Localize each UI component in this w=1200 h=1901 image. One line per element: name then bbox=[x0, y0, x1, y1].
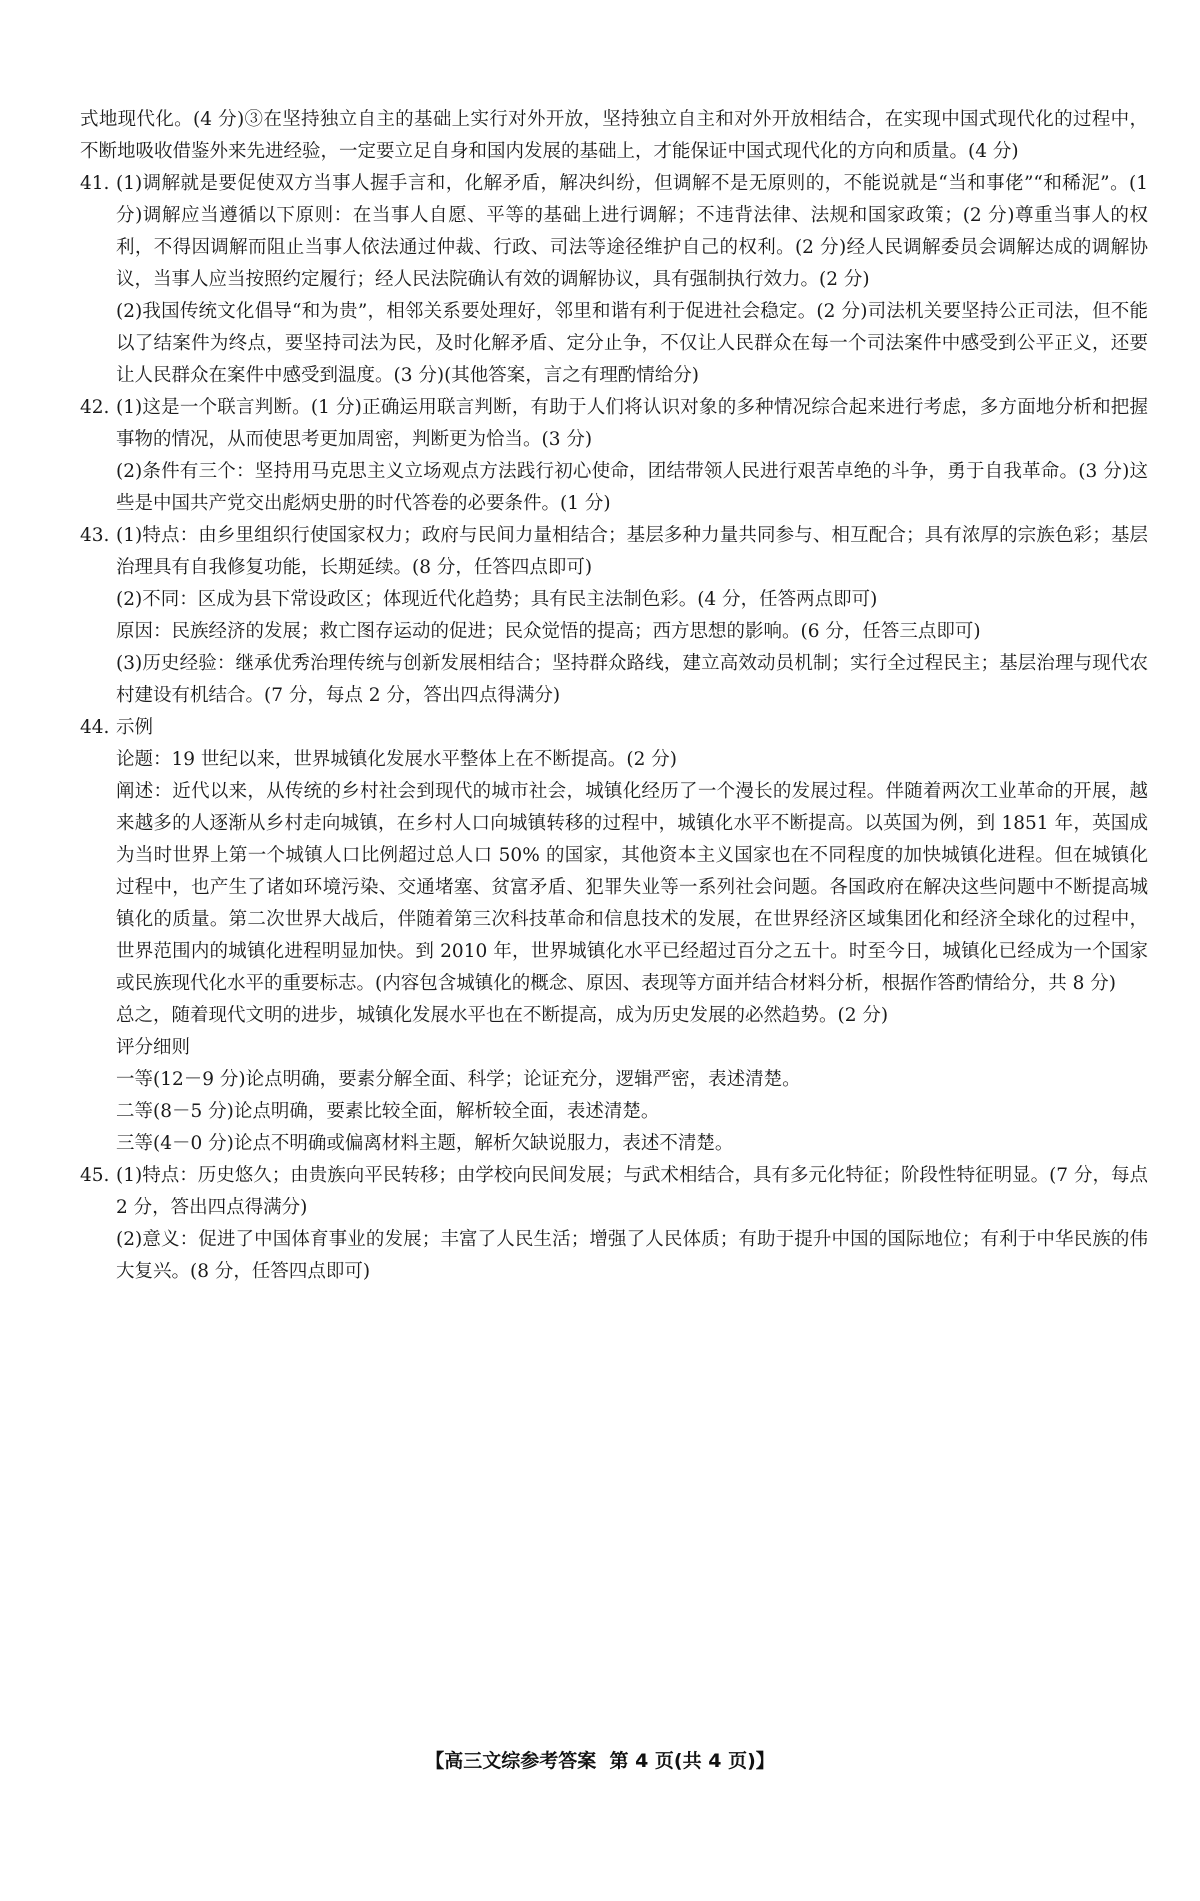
paragraph-text: 论题：19 世纪以来，世界城镇化发展水平整体上在不断提高。(2 分) bbox=[116, 749, 678, 770]
paragraph-p0 bbox=[80, 104, 1148, 168]
paragraph-text: (1)这是一个联言判断。(1 分)正确运用联言判断，有助于人们将认识对象的多种情况综合起来进行考虑，多方面地分析和把握事物的情况，从而使思考更加周密，判断更为恰当。(3 分) bbox=[116, 397, 1148, 450]
question-41-part-2 bbox=[80, 296, 1148, 392]
question-42-part-2 bbox=[80, 456, 1148, 520]
scoring-rule-level-3 bbox=[80, 1128, 1148, 1160]
paragraph-text: 评分细则 bbox=[116, 1037, 191, 1058]
paragraph-text: (2)我国传统文化倡导“和为贵”，相邻关系要处理好，邻里和谐有利于促进社会稳定。(2 分)司法机关要坚持公正司法，但不能以了结案件为终点，要坚持司法为民，及时化解矛盾、定分止争，不仅让人民群众在每一个司法案件中感受到公平正义，还要让人民群众在案件中感受到温度。(3 分)(其他答案，言之有理酌情给分) bbox=[116, 301, 1148, 386]
scoring-rule-level-2 bbox=[80, 1096, 1148, 1128]
question-44-argument bbox=[80, 776, 1148, 1000]
scoring-rule-level-1 bbox=[80, 1064, 1148, 1096]
paragraph-text: (1)特点：由乡里组织行使国家权力；政府与民间力量相结合；基层多种力量共同参与、相互配合；具有浓厚的宗族色彩；基层治理具有自我修复功能，长期延续。(8 分，任答四点即可) bbox=[116, 525, 1148, 578]
question-number: 42. bbox=[80, 397, 110, 418]
question-number: 41. bbox=[80, 173, 110, 194]
answer-content bbox=[80, 104, 1148, 1288]
question-44-heading bbox=[80, 712, 1148, 744]
paragraph-text: (3)历史经验：继承优秀治理传统与创新发展相结合；坚持群众路线，建立高效动员机制；实行全过程民主；基层治理与现代农村建设有机结合。(7 分，每点 2 分，答出四点得满分) bbox=[116, 653, 1148, 706]
paragraph-text: (2)意义：促进了中国体育事业的发展；丰富了人民生活；增强了人民体质；有助于提升中国的国际地位；有利于中华民族的伟大复兴。(8 分，任答四点即可) bbox=[116, 1229, 1148, 1282]
paragraph-text: (2)条件有三个：坚持用马克思主义立场观点方法践行初心使命，团结带领人民进行艰苦卓绝的斗争，勇于自我革命。(3 分)这些是中国共产党交出彪炳史册的时代答卷的必要条件。(1 分) bbox=[116, 461, 1148, 514]
paragraph-text: (1)特点：历史悠久；由贵族向平民转移；由学校向民间发展；与武术相结合，具有多元化特征；阶段性特征明显。(7 分，每点 2 分，答出四点得满分) bbox=[116, 1165, 1148, 1218]
paragraph-text: (2)不同：区成为县下常设政区；体现近代化趋势；具有民主法制色彩。(4 分，任答两点即可) bbox=[116, 589, 878, 610]
paragraph-text: 一等(12－9 分)论点明确，要素分解全面、科学；论证充分，逻辑严密，表述清楚。 bbox=[116, 1069, 801, 1090]
paragraph-text: (1)调解就是要促使双方当事人握手言和，化解矛盾，解决纠纷，但调解不是无原则的，不能说就是“当和事佬”“和稀泥”。(1 分)调解应当遵循以下原则：在当事人自愿、平等的基础上进行调解；不违背法律、法规和国家政策；(2 分)尊重当事人的权利，不得因调解而阻止当事人依法通过仲裁、行政、司法等途径维护自己的权利。(2 分)经人民调解委员会调解达成的调解协议，当事人应当按照约定履行；经人民法院确认有效的调解协议，具有强制执行效力。(2 分) bbox=[116, 173, 1148, 290]
paragraph-text: 三等(4－0 分)论点不明确或偏离材料主题，解析欠缺说服力，表述不清楚。 bbox=[116, 1133, 734, 1154]
page-footer bbox=[0, 1746, 1200, 1773]
question-number: 44. bbox=[80, 717, 110, 738]
footer-text: 【高三文综参考答案 第 4 页(共 4 页)】 bbox=[425, 1750, 775, 1772]
question-41-part-1 bbox=[80, 168, 1148, 296]
question-43-reasons bbox=[80, 616, 1148, 648]
question-44-conclusion bbox=[80, 1000, 1148, 1032]
scoring-rules-heading bbox=[80, 1032, 1148, 1064]
question-44-thesis bbox=[80, 744, 1148, 776]
question-45-part-2 bbox=[80, 1224, 1148, 1288]
question-43-part-3 bbox=[80, 648, 1148, 712]
paragraph-text: 原因：民族经济的发展；救亡图存运动的促进；民众觉悟的提高；西方思想的影响。(6 分，任答三点即可) bbox=[116, 621, 981, 642]
paragraph-text: 阐述：近代以来，从传统的乡村社会到现代的城市社会，城镇化经历了一个漫长的发展过程。伴随着两次工业革命的开展，越来越多的人逐渐从乡村走向城镇，在乡村人口向城镇转移的过程中，城镇化水平不断提高。以英国为例，到 1851 年，英国成为当时世界上第一个城镇人口比例超过总人口 50% 的国家，其他资本主义国家也在不同程度的加快城镇化进程。但在城镇化过程中，也产生了诸如环境污染、交通堵塞、贫富矛盾、犯罪失业等一系列社会问题。各国政府在解决这些问题中不断提高城镇化的质量。第二次世界大战后，伴随着第三次科技革命和信息技术的发展，在世界经济区域集团化和经济全球化的过程中，世界范围内的城镇化进程明显加快。到 2010 年，世界城镇化水平已经超过百分之五十。时至今日，城镇化已经成为一个国家或民族现代化水平的重要标志。(内容包含城镇化的概念、原因、表现等方面并结合材料分析，根据作答酌情给分，共 8 分) bbox=[116, 781, 1148, 994]
question-42-part-1 bbox=[80, 392, 1148, 456]
question-number: 45. bbox=[80, 1165, 110, 1186]
question-43-part-2 bbox=[80, 584, 1148, 616]
paragraph-text: 总之，随着现代文明的进步，城镇化发展水平也在不断提高，成为历史发展的必然趋势。(2 分) bbox=[116, 1005, 889, 1026]
question-number: 43. bbox=[80, 525, 110, 546]
question-43-part-1 bbox=[80, 520, 1148, 584]
paragraph-text: 示例 bbox=[116, 717, 154, 738]
paragraph-text: 二等(8－5 分)论点明确，要素比较全面，解析较全面，表述清楚。 bbox=[116, 1101, 660, 1122]
paragraph-text: 式地现代化。(4 分)③在坚持独立自主的基础上实行对外开放，坚持独立自主和对外开放相结合，在实现中国式现代化的过程中，不断地吸收借鉴外来先进经验，一定要立足自身和国内发展的基础上，才能保证中国式现代化的方向和质量。(4 分) bbox=[80, 109, 1148, 162]
question-45-part-1 bbox=[80, 1160, 1148, 1224]
